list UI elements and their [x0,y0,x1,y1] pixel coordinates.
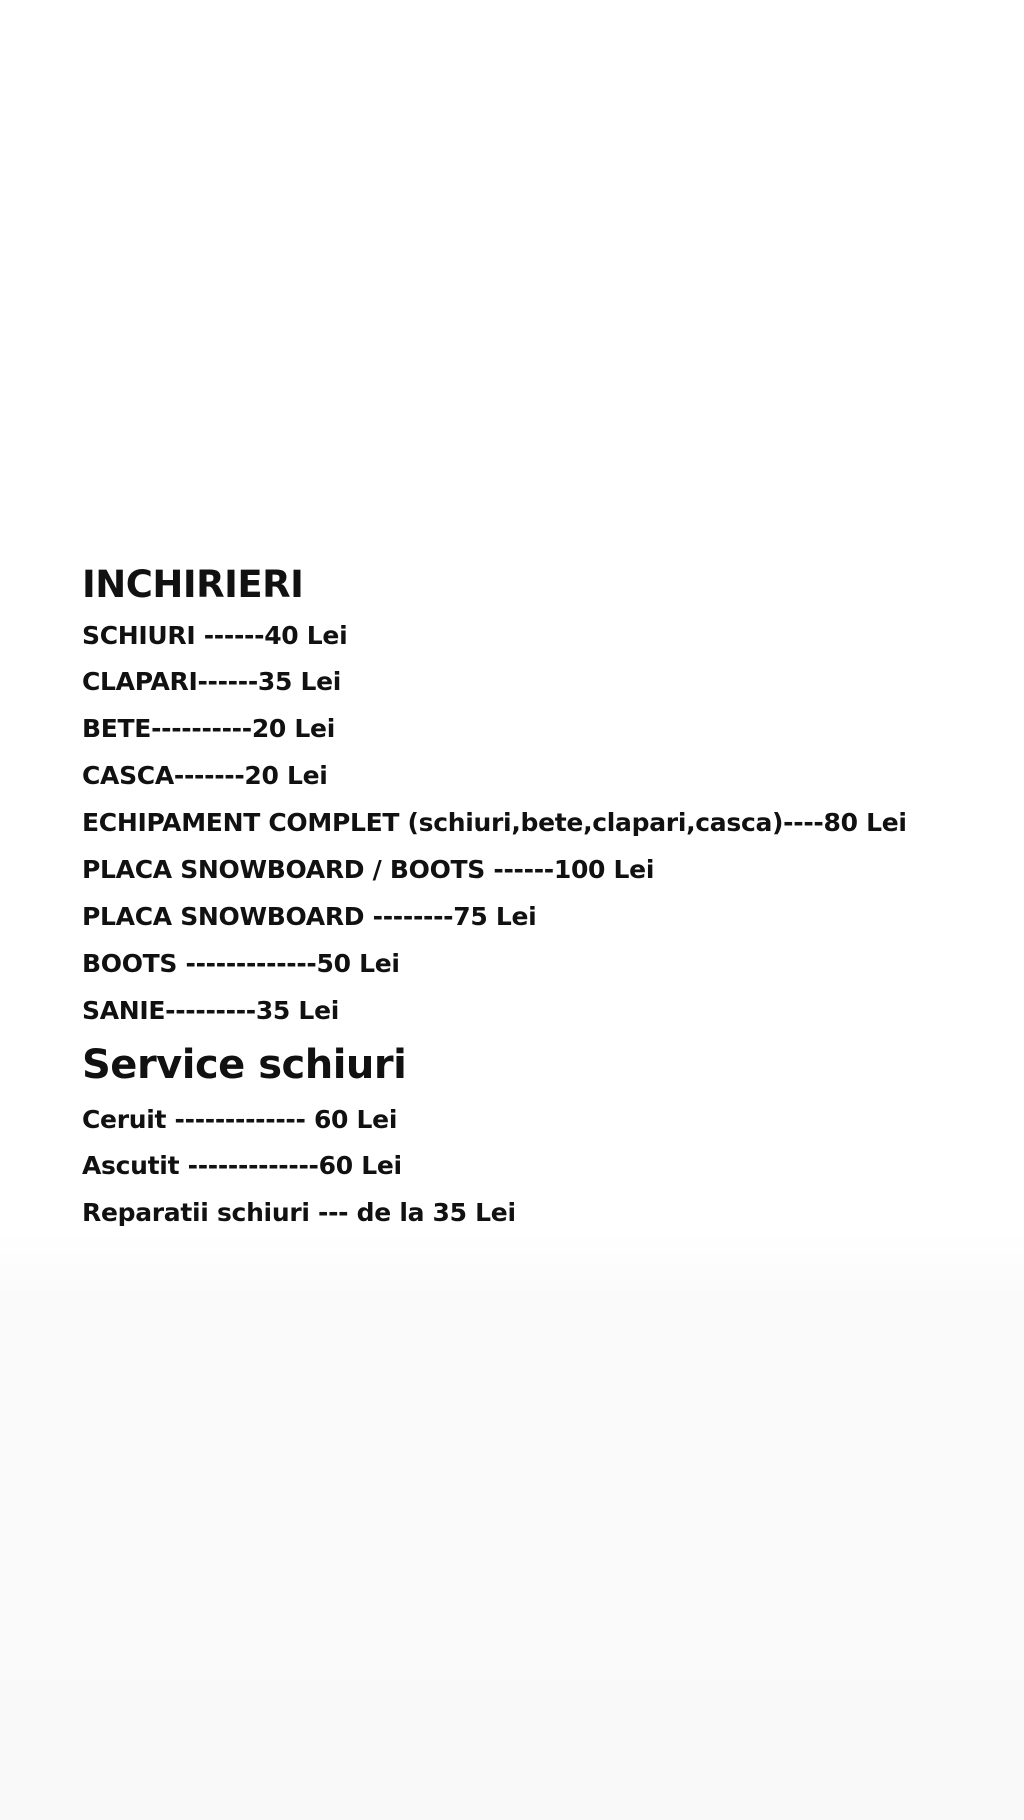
rental-item-skis: SCHIURI ------40 Lei [82,621,348,650]
service-item-sharpening: Ascutit -------------60 Lei [82,1151,402,1180]
service-item-ski-repair: Reparatii schiuri --- de la 35 Lei [82,1198,516,1227]
price-list-content [82,560,982,1236]
rental-item-sled: SANIE---------35 Lei [82,996,339,1025]
rental-item-snowboard: PLACA SNOWBOARD --------75 Lei [82,902,537,931]
rentals-price-list [82,612,982,1034]
service-price-list [82,1096,982,1236]
service-section-title: Service schiuri [82,1042,407,1088]
rental-item-helmet: CASCA-------20 Lei [82,761,328,790]
rental-item-ski-boots: CLAPARI------35 Lei [82,667,342,696]
rental-item-full-equipment: ECHIPAMENT COMPLET (schiuri,bete,clapari,casca)----80 Lei [82,808,907,837]
rental-item-snowboard-boots: BOOTS -------------50 Lei [82,949,400,978]
rental-item-poles: BETE----------20 Lei [82,714,335,743]
rental-item-snowboard-and-boots: PLACA SNOWBOARD / BOOTS ------100 Lei [82,855,655,884]
service-item-waxing: Ceruit ------------- 60 Lei [82,1105,398,1134]
rentals-section-title: INCHIRIERI [82,563,304,606]
